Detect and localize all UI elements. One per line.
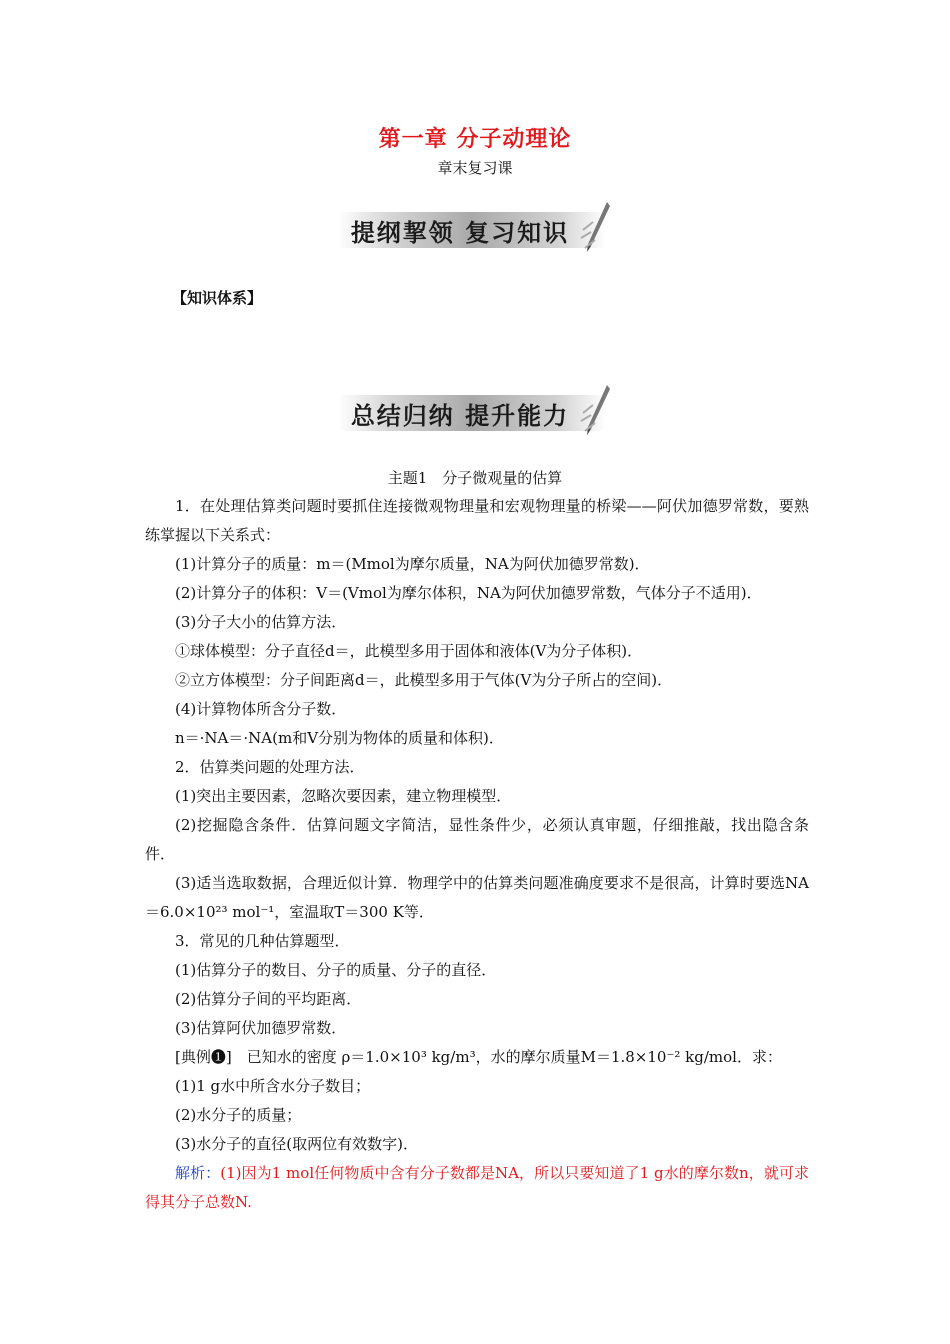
- paragraph: (2)计算分子的体积：V＝(Vmol为摩尔体积，NA为阿伏加德罗常数，气体分子不适用)．: [175, 584, 762, 602]
- pen-icon: [579, 383, 613, 439]
- section-banner-summary: [330, 383, 615, 443]
- section-banner-review: [330, 200, 615, 260]
- question-1: (1)1 g水中所含水分子数目；: [175, 1077, 371, 1095]
- paragraph: (1)突出主要因素，忽略次要因素，建立物理模型．: [175, 787, 512, 805]
- paragraph: 3．常见的几种估算题型．: [175, 932, 350, 950]
- example-text: 已知水的密度 ρ＝1.0×10³ kg/m³，水的摩尔质量M＝1.8×10⁻² kg/mol．求：: [231, 1048, 782, 1066]
- paragraph: (1)估算分子的数目、分子的质量、分子的直径．: [175, 961, 497, 979]
- paragraph: 2．估算类问题的处理方法．: [175, 758, 365, 776]
- paragraph: n＝·NA＝·NA(m和V分别为物体的质量和体积)．: [175, 729, 504, 747]
- banner-title: 提纲挈领 复习知识: [350, 219, 570, 247]
- example-paragraph: [145, 1043, 809, 1072]
- knowledge-system-heading: 【知识体系】: [172, 289, 263, 307]
- question-3: (3)水分子的直径(取两位有效数字)．: [175, 1135, 418, 1153]
- pen-icon: [579, 200, 613, 256]
- paragraph: (2)挖掘隐含条件．估算问题文字简洁，显性条件少，必须认真审题，仔细推敲，找出隐含条件．: [145, 816, 809, 863]
- example-tag: [典例❶]: [175, 1048, 232, 1066]
- paragraph: (4)计算物体所含分子数．: [175, 700, 347, 718]
- banner-title: 总结归纳 提升能力: [350, 402, 570, 430]
- main-text: [145, 492, 809, 1217]
- analysis-text: (1)因为1 mol任何物质中含有分子数都是NA，所以只要知道了1 g水的摩尔数n，就可求得其分子总数N.: [145, 1164, 809, 1211]
- chapter-title: 第一章 分子动理论: [378, 126, 572, 152]
- question-2: (2)水分子的质量；: [175, 1106, 302, 1124]
- paragraph: ②立方体模型：分子间距离d＝，此模型多用于气体(V为分子所占的空间)．: [175, 671, 673, 689]
- topic-heading: 主题1 分子微观量的估算: [387, 469, 563, 487]
- analysis-label: 解析：: [175, 1164, 221, 1182]
- chapter-subtitle: 章末复习课: [437, 159, 513, 177]
- paragraph: 1．在处理估算类问题时要抓住连接微观物理量和宏观物理量的桥梁——阿伏加德罗常数，要熟练掌握以下关系式：: [145, 497, 809, 544]
- paragraph: (2)估算分子间的平均距离．: [175, 990, 362, 1008]
- paragraph: (3)分子大小的估算方法．: [175, 613, 347, 631]
- paragraph: (3)适当选取数据，合理近似计算．物理学中的估算类问题准确度要求不是很高，计算时要选NA＝6.0×10²³ mol⁻¹，室温取T＝300 K等．: [145, 874, 809, 921]
- paragraph: (3)估算阿伏加德罗常数．: [175, 1019, 347, 1037]
- paragraph: ①球体模型：分子直径d＝，此模型多用于固体和液体(V为分子体积)．: [175, 642, 643, 660]
- paragraph: (1)计算分子的质量：m＝(Mmol为摩尔质量，NA为阿伏加德罗常数)．: [175, 555, 650, 573]
- analysis-paragraph: [145, 1159, 809, 1217]
